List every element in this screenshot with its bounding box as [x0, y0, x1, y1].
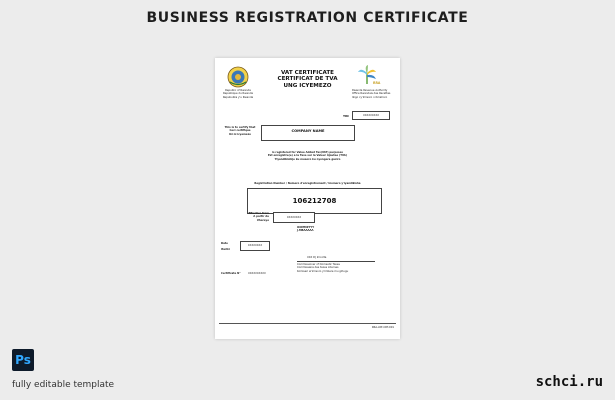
rra-caption-line: Office Rwandais des Recettes	[352, 92, 391, 96]
commissioner-block	[297, 226, 314, 233]
emblem-caption-line: Republique du Rwanda	[223, 92, 253, 96]
certificate-no-label: Certificate N°	[221, 272, 241, 275]
rra-logo-text: RRA	[373, 81, 381, 85]
footer-code: RRA-VAT-CRT-001	[371, 326, 394, 329]
registration-number: 106212708	[292, 197, 337, 205]
header-line: VAT CERTIFICATE	[280, 70, 335, 76]
date-label	[221, 242, 230, 252]
commissioner-line: J.MBAAAAA	[297, 229, 314, 233]
tin-value: XXXXXXXXX	[363, 113, 379, 117]
caption: fully editable template	[12, 380, 115, 390]
date-label-line: Date	[221, 242, 228, 245]
signatory-roles	[297, 263, 377, 273]
signatory-name: XXX DJ Imcolta	[307, 256, 327, 259]
effective-line: Uhereye	[256, 218, 269, 222]
photoshop-icon: Ps	[12, 349, 34, 371]
registration-number-box[interactable]	[247, 188, 382, 214]
date-box[interactable]	[240, 241, 270, 251]
company-name: COMPANY NAME	[291, 129, 325, 133]
certificate-header	[265, 70, 350, 89]
certificate-page	[215, 58, 400, 339]
header-line: UNG ICYEMEZO	[283, 82, 332, 89]
rra-caption-line: Rwanda Revenue Authority	[352, 89, 388, 92]
signatory-role-line: Commissaire des taxes internes	[297, 266, 339, 270]
effective-date-value: XXXXXXXX	[286, 215, 302, 219]
page-title: BUSINESS REGISTRATION CERTIFICATE	[146, 10, 469, 26]
certify-line: This is to certify that	[224, 126, 256, 129]
tin-box[interactable]	[352, 111, 390, 120]
signature-line	[297, 261, 375, 262]
company-name-box[interactable]	[261, 125, 355, 141]
emblem-caption-line: Repubulika y'u Rwanda	[222, 95, 254, 99]
effective-line: Effective from	[248, 212, 269, 215]
date-value: XXXXXXXX	[247, 244, 263, 247]
commissioner-line: OOMMZYYY	[297, 226, 315, 229]
effective-date-box[interactable]	[273, 212, 315, 223]
certify-label	[219, 126, 261, 136]
statement-line: Yiyandikishije ku musoro ku nyongera gaciro	[274, 157, 341, 161]
emblem-caption-line: Republic of Rwanda	[225, 89, 251, 92]
header-line: CERTIFICAT DE TVA	[277, 76, 338, 83]
emblem-caption	[218, 89, 258, 99]
signatory-role-line: Komiseri w'imisoro y'imbere mu gihugu	[297, 269, 349, 273]
date-label-line: Itariki	[221, 248, 230, 252]
statement-line: Est enregistre(e) a la Taxe sur la Valeur Ajoutee (TVA)	[268, 154, 347, 158]
rwanda-emblem-icon	[227, 66, 249, 88]
effective-line: A partir du	[253, 215, 269, 219]
brand-watermark: schci.ru	[535, 374, 603, 390]
rra-caption	[352, 89, 400, 99]
effective-label	[245, 212, 269, 222]
certify-line: Ceci certifique	[229, 129, 251, 133]
tin-label: TIN	[343, 114, 349, 118]
statement-line: is registered for Value Added Tax(VAT) purposes	[272, 151, 343, 154]
registration-label: Registration Number / Numero d'enregistrement / Inomero y'iyandikisha	[254, 182, 361, 185]
footer-divider	[219, 323, 396, 324]
signatory-role-line: Commissioner of Domestic Taxes	[297, 263, 340, 266]
registration-statement	[235, 151, 380, 161]
rra-caption-line: Ikigo cy'Imisoro n'Amahoro	[352, 95, 388, 99]
certificate-no-value: XXXXXXXXXX	[248, 272, 266, 275]
certify-line: Iki ni icyemezo	[229, 132, 251, 136]
